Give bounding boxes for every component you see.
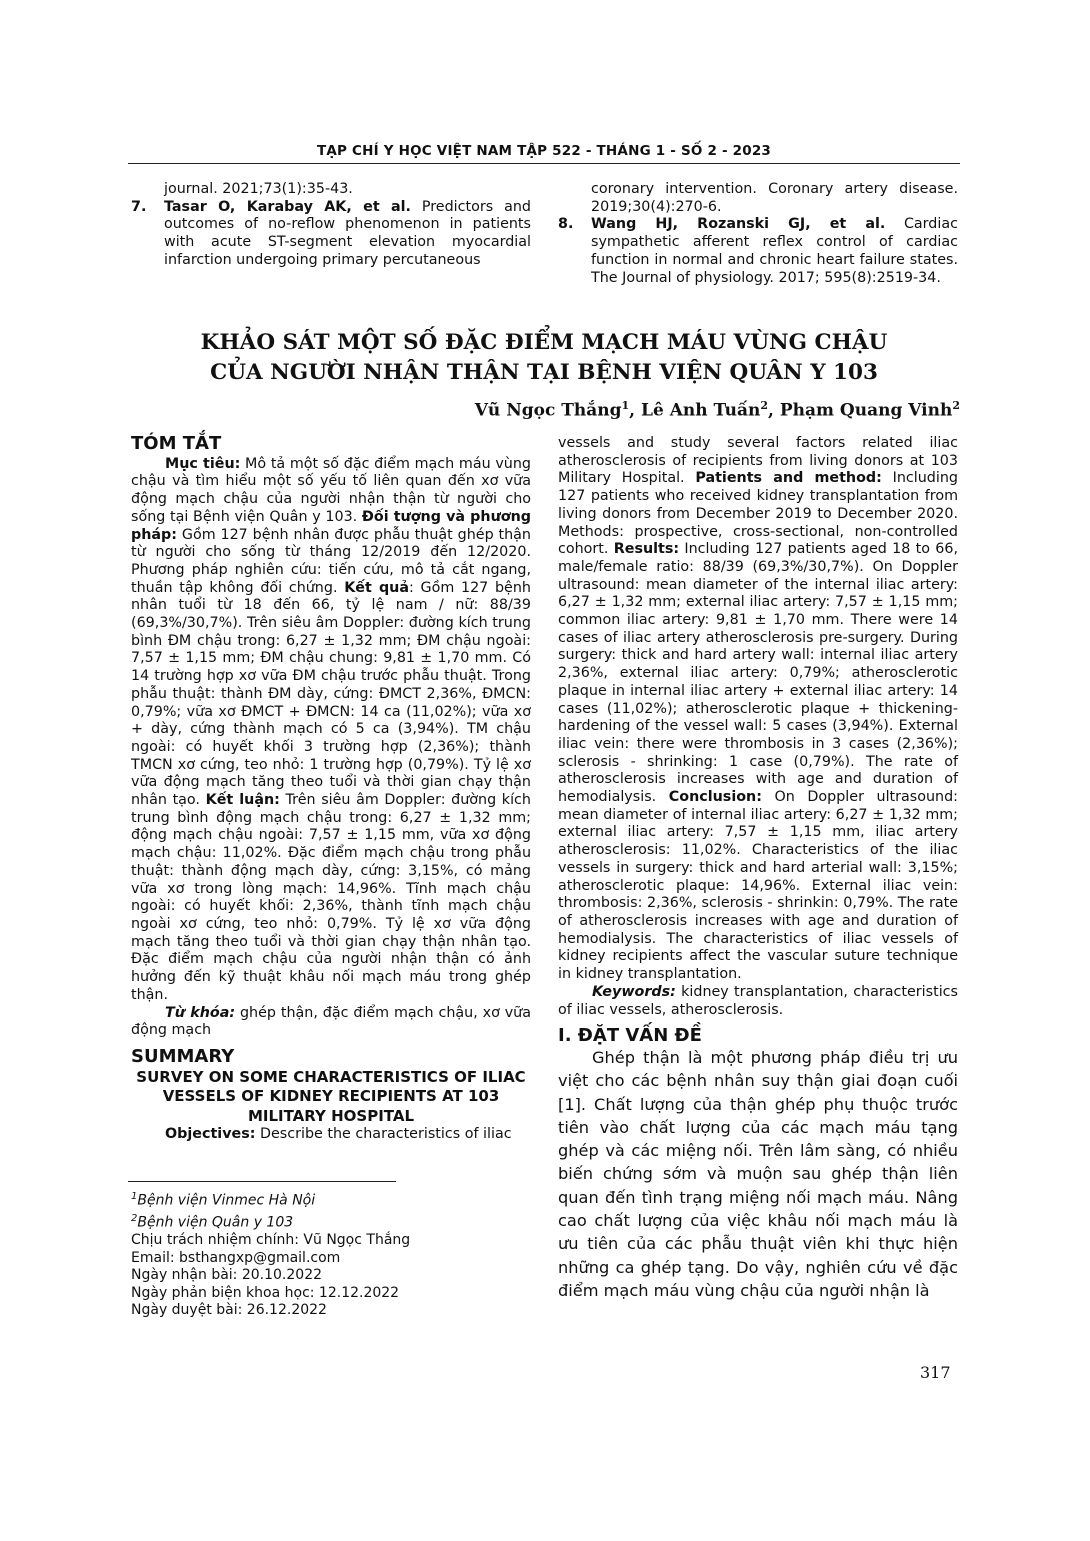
author-1: Vũ Ngọc Thắng [474,400,622,421]
summary-objective-text: Describe the characteristics of iliac [255,1126,512,1143]
abstract-en-body [558,435,958,984]
conclusion-text: Trên siêu âm Doppler: đường kích trung bình động mạch chậu trong: 6,27 ± 1,32 mm; động mạch chậu ngoài: 7,57 ± 1,15 mm, vữa xơ động mạch chậu: 11,02%. Đặc điểm mạch chậu trong phẫu thuật: thành động mạch dày, cứng: 3,15%, có mảng vữa xơ trong lòng mạch: 14,96%. Tĩnh mạch chậu ngoài: có huyết khối: 2,36%, thành tĩnh mạch chậu ngoài xơ cứng, teo nhỏ: 0,79%. Tỷ lệ xơ vữa động mạch tăng theo tuổi và thời gian chạy thận nhân tạo. Đặc điểm mạch chậu của người nhận thận có ảnh hưởng đến kỹ thuật khâu nối mạch máu trong ghép thận. [131,792,531,1003]
abstract-heading: TÓM TẮT [131,433,222,454]
email: Email: bsthangxp@gmail.com [131,1249,341,1266]
footnote-2 [131,1210,410,1232]
corresponding-author: Chịu trách nhiệm chính: Vũ Ngọc Thắng [131,1232,411,1249]
reference-6-continuation: journal. 2021;73(1):35-43. [164,181,353,197]
results-label: Results: [613,541,680,558]
patients-method-label: Patients and method: [695,470,882,487]
article-title [128,328,960,388]
right-column [558,435,958,1302]
reference-7-text: Predictors and outcomes of no-reflow phenomenon in patients with acute ST-segment elevation myocardial infarction undergoing primary percutaneous [164,198,531,268]
keywords-vi [131,1005,531,1040]
article-title-line-2: CỦA NGƯỜI NHẬN THẬN TẠI BỆNH VIỆN QUÂN Y 103 [210,360,878,385]
summary-title: SURVEY ON SOME CHARACTERISTICS OF ILIAC VESSELS OF KIDNEY RECIPIENTS AT 103 MILITARY HOSPITAL [136,1067,526,1125]
date-reviewed: Ngày phản biện khoa học: 12.12.2022 [131,1284,400,1301]
footnote-2-mark: 2 [131,1213,138,1225]
summary-objective-label: Objectives: [165,1126,256,1143]
intro-heading: I. ĐẶT VẤN ĐỀ [558,1025,702,1047]
footnote-1-mark: 1 [131,1191,138,1202]
date-approved: Ngày duyệt bài: 26.12.2022 [131,1302,327,1319]
keywords-vi-text: ghép thận, đặc điểm mạch chậu, xơ vữa động mạch [131,1004,531,1039]
reference-7-authors: Tasar O, Karabay AK, et al. [164,198,411,215]
footnote-1-text: Bệnh viện Vinmec Hà Nội [137,1192,316,1209]
footnotes [131,1188,410,1320]
date-received: Ngày nhận bài: 20.10.2022 [131,1267,323,1284]
keywords-en-text: kidney transplantation, characteristics of iliac vessels, atherosclerosis. [558,983,958,1018]
article-title-line-1: KHẢO SÁT MỘT SỐ ĐẶC ĐIỂM MẠCH MÁU VÙNG CHẬU [200,330,888,355]
left-column [131,435,531,1144]
patients-method-text: Including 127 patients who received kidney transplantation from living donors from December 2019 to December 2020. Methods: prospective, cross-sectional, non-controlled cohort. [558,470,958,558]
method-label: Đối tượng và phương pháp: [131,508,531,543]
conclusion-label: Kết luận: [205,792,280,809]
objective-label: Mục tiêu: [165,455,241,472]
abstract-en-continuation: vessels and study several factors related iliac atherosclerosis of recipients from living donors at 103 Military Hospital. [558,435,958,487]
author-2-affiliation: 2 [760,399,769,412]
results-text: Including 127 patients aged 18 to 66, male/female ratio: 88/39 (69,3%/30,7%). On Doppler ultrasound: mean diameter of the internal iliac artery: 6,27 ± 1,32 mm; external iliac artery: 7,57 ± 1,15 mm; common iliac artery: 9,81 ± 1,70 mm. There were 14 cases of iliac artery atherosclerosis pre-surgery. During surgery: thick and hard artery wall: internal iliac artery 2,36%, external iliac artery: 0,79%; atherosclerotic plaque in internal iliac artery + external iliac artery: 14 cases (11,02%); atherosclerotic plaque + thickening-hardening of the vessel wall: 5 cases (3,94%). External iliac vein: there were thrombosis in 3 cases (2,36%); sclerosis - shrinking: 1 case (0,79%). The rate of atherosclerosis increases with age and duration of hemodialysis. [558,541,958,806]
intro-text: Ghép thận là một phương pháp điều trị ưu việt cho các bệnh nhân suy thận giai đoạn cuối [1]. Chất lượng của thận ghép phụ thuộc trước tiên vào chất lượng của các mạch máu tạng ghép và các miệng nối. Trên lâm sàng, có nhiều biến chứng sớm và muộn sau ghép thận liên quan đến tình trạng miệng nối mạch máu. Nâng cao chất lượng của việc khâu nối mạch máu là ưu tiên của các phẫu thuật viên khi thực hiện những ca ghép tạng. Do vậy, nghiên cứu về đặc điểm mạch máu vùng chậu của người nhận là [558,1047,958,1300]
reference-8-text: Cardiac sympathetic afferent reflex control of cardiac function in normal and chronic heart failure states. The Journal of physiology. 2017; 595(8):2519-34. [591,216,958,286]
keywords-en-label: Keywords: [592,983,676,1000]
keywords-vi-label: Từ khóa: [165,1004,236,1021]
page-number: 317 [920,1363,951,1382]
conclusion-en-label: Conclusion: [668,789,762,806]
reference-8 [558,216,958,287]
author-3-affiliation: 2 [952,399,960,412]
author-2: , Lê Anh Tuấn [629,400,761,421]
footnote-1 [131,1188,410,1210]
author-1-affiliation: 1 [621,399,630,412]
footnote-rule [128,1181,396,1182]
author-3: , Phạm Quang Vinh [768,400,953,421]
method-text: Gồm 127 bệnh nhân được phẫu thuật ghép thận từ người cho sống từ tháng 12/2019 đến 12/2020. Phương pháp nghiên cứu: tiến cứu, mô tả cắt ngang, thuần tập không đối chứng. [131,526,531,596]
keywords-en [558,984,958,1019]
journal-header: TẠP CHÍ Y HỌC VIỆT NAM TẬP 522 - THÁNG 1 - SỐ 2 - 2023 [316,143,772,159]
reference-7-continuation: coronary intervention. Coronary artery disease. 2019;30(4):270-6. [591,181,958,215]
header-rule [128,163,960,164]
references-right [558,181,958,287]
reference-8-authors: Wang HJ, Rozanski GJ, et al. [591,216,886,233]
conclusion-en-text: On Doppler ultrasound: mean diameter of internal iliac artery: 6,27 ± 1,32 mm; external iliac artery: 7,57 ± 1,15 mm, iliac artery atherosclerosis: 11,02%. Characteristics of the iliac vessels in surgery: thick and hard arterial wall: 3,15%; atherosclerotic plaque: 14,96%. External iliac vein: thrombosis: 2,36%, sclerosis - shrinkin: 0,79%. The rate of atherosclerosis increases with age and duration of hemodialysis. The characteristics of iliac vessels of kidney recipients affect the vascular suture technique in kidney transplantation. [558,789,959,983]
summary-heading: SUMMARY [131,1045,235,1067]
reference-7 [131,199,531,270]
author-list [128,399,960,421]
result-label: Kết quả [344,579,410,596]
references-left [131,181,531,270]
objective-text: Mô tả một số đặc điểm mạch máu vùng chậu và tìm hiểu một số yếu tố liên quan đến xơ vữa động mạch chậu của người nhận thận từ người cho sống tại Bệnh viện Quân y 103. [131,455,532,525]
reference-8-number: 8. [558,216,574,233]
footnote-2-text: Bệnh viện Quân y 103 [137,1214,294,1231]
reference-7-number: 7. [131,198,147,215]
result-text: : Gồm 127 bệnh nhân tuổi từ 18 đến 66, tỷ lệ nam / nữ: 88/39 (69,3%/30,7%). Trên siêu âm Doppler: đường kích trung bình ĐM chậu trong: 6,27 ± 1,32 mm; ĐM chậu ngoài: 7,57 ± 1,15 mm; ĐM chậu chung: 9,81 ± 1,70 mm. Có 14 trường hợp xơ vữa ĐM chậu trước phẫu thuật. Trong phẫu thuật: thành ĐM dày, cứng: ĐMCT 2,36%, ĐMCN: 0,79%; vữa xơ ĐMCT + ĐMCN: 14 ca (11,02%); vữa xơ + dày, cứng thành mạch có 5 ca (3,94%). TM chậu ngoài: có huyết khối 3 trường hợp (2,36%); thành TMCN xơ cứng, teo nhỏ: 1 trường hợp (0,79%). Tỷ lệ xơ vữa động mạch tăng theo tuổi và thời gian chạy thận nhân tạo. [131,579,531,809]
abstract-vi-body [131,456,531,1005]
summary-objective [131,1126,531,1144]
